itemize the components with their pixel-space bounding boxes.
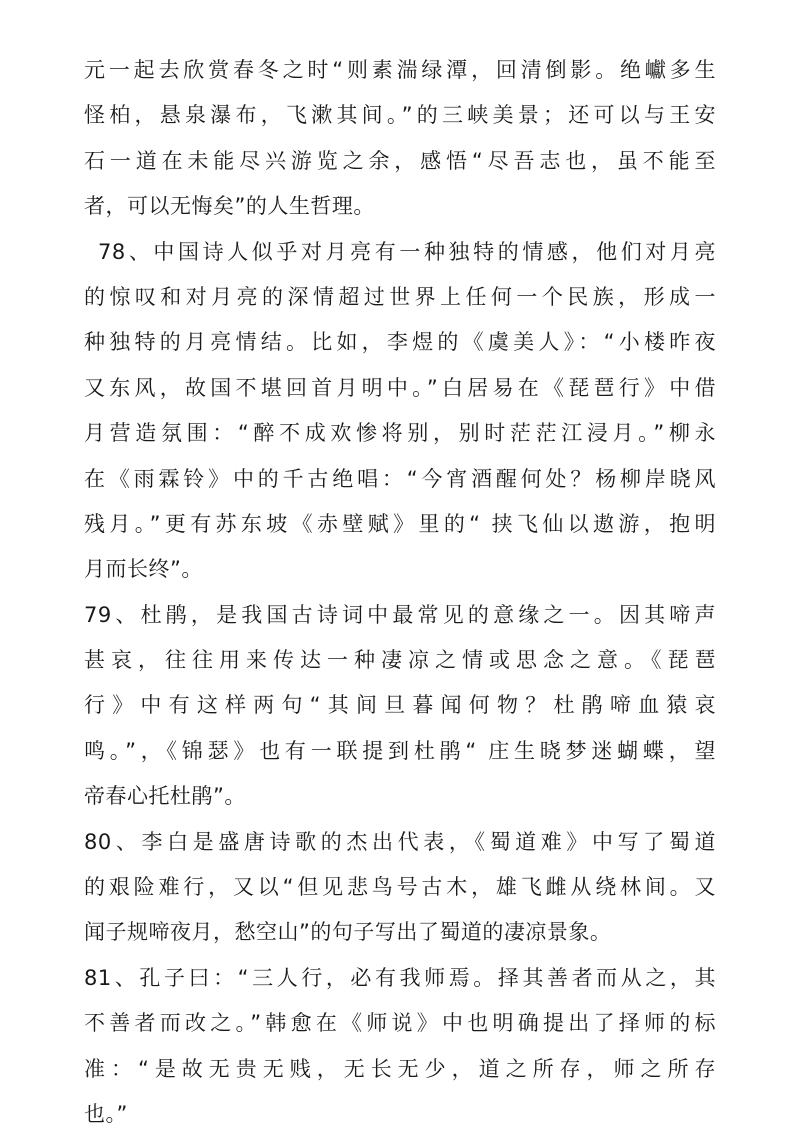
- text-line: 准：“是故无贵无贱，无长无少，道之所存，师之所存: [84, 1056, 716, 1081]
- text-line: 的艰险难行，又以“但见悲鸟号古木，雄飞雌从绕林间。又: [84, 875, 716, 900]
- text-line: 月而长终”。: [84, 557, 203, 582]
- document-page: [84, 48, 716, 1137]
- text-line: 闻子规啼夜月，愁空山”的句子写出了蜀道的凄凉景象。: [84, 920, 612, 945]
- paragraph-79-start: 79、杜鹃，是我国古诗词中最常见的意缘之一。因其啼声: [84, 602, 716, 627]
- text-line: 也。”: [84, 1101, 128, 1126]
- text-line: 种独特的月亮情结。比如，李煜的《虞美人》：“小楼昨夜: [84, 330, 716, 355]
- text-line: 残月。”更有苏东坡《赤壁赋》里的“ 挟飞仙以遨游，抱明: [84, 511, 716, 536]
- text-line: 在《雨霖铃》中的千古绝唱：“今宵酒醒何处？杨柳岸晓风: [84, 466, 716, 491]
- text-line: 者，可以无悔矣”的人生哲理。: [84, 194, 375, 219]
- paragraph-80-start: 80、李白是盛唐诗歌的杰出代表，《蜀道难》中写了蜀道: [84, 829, 716, 854]
- text-line: 元一起去欣赏春冬之时“则素湍绿潭，回清倒影。绝巘多生: [84, 58, 716, 82]
- text-line: 鸣。”，《锦瑟》也有一联提到杜鹃“ 庄生晓梦迷蝴蝶，望: [84, 738, 716, 763]
- text-line: 不善者而改之。”韩愈在《师说》中也明确提出了择师的标: [84, 1011, 716, 1036]
- text-line: 月营造氛围：“醉不成欢惨将别，别时茫茫江浸月。”柳永: [84, 421, 716, 446]
- text-line: 怪柏，悬泉瀑布，飞漱其间。”的三峡美景；还可以与王安: [84, 103, 716, 128]
- paragraph-81-start: 81、孔子曰：“三人行，必有我师焉。择其善者而从之，其: [84, 965, 716, 990]
- text-line: 又东风，故国不堪回首月明中。”白居易在《琵琶行》中借: [84, 375, 716, 400]
- text-line: 甚哀，往往用来传达一种凄凉之情或思念之意。《琵琶: [84, 648, 716, 673]
- text-line: 的惊叹和对月亮的深情超过世界上任何一个民族，形成一: [84, 284, 716, 309]
- text-line: 帝春心托杜鹃”。: [84, 784, 246, 809]
- text-line: 石一道在未能尽兴游览之余，感悟“尽吾志也，虽不能至: [84, 148, 716, 173]
- paragraph-78-start: 78、中国诗人似乎对月亮有一种独特的情感，他们对月亮: [98, 239, 716, 264]
- text-line: 行》中有这样两句“其间旦暮闻何物？杜鹃啼血猿哀: [84, 693, 716, 718]
